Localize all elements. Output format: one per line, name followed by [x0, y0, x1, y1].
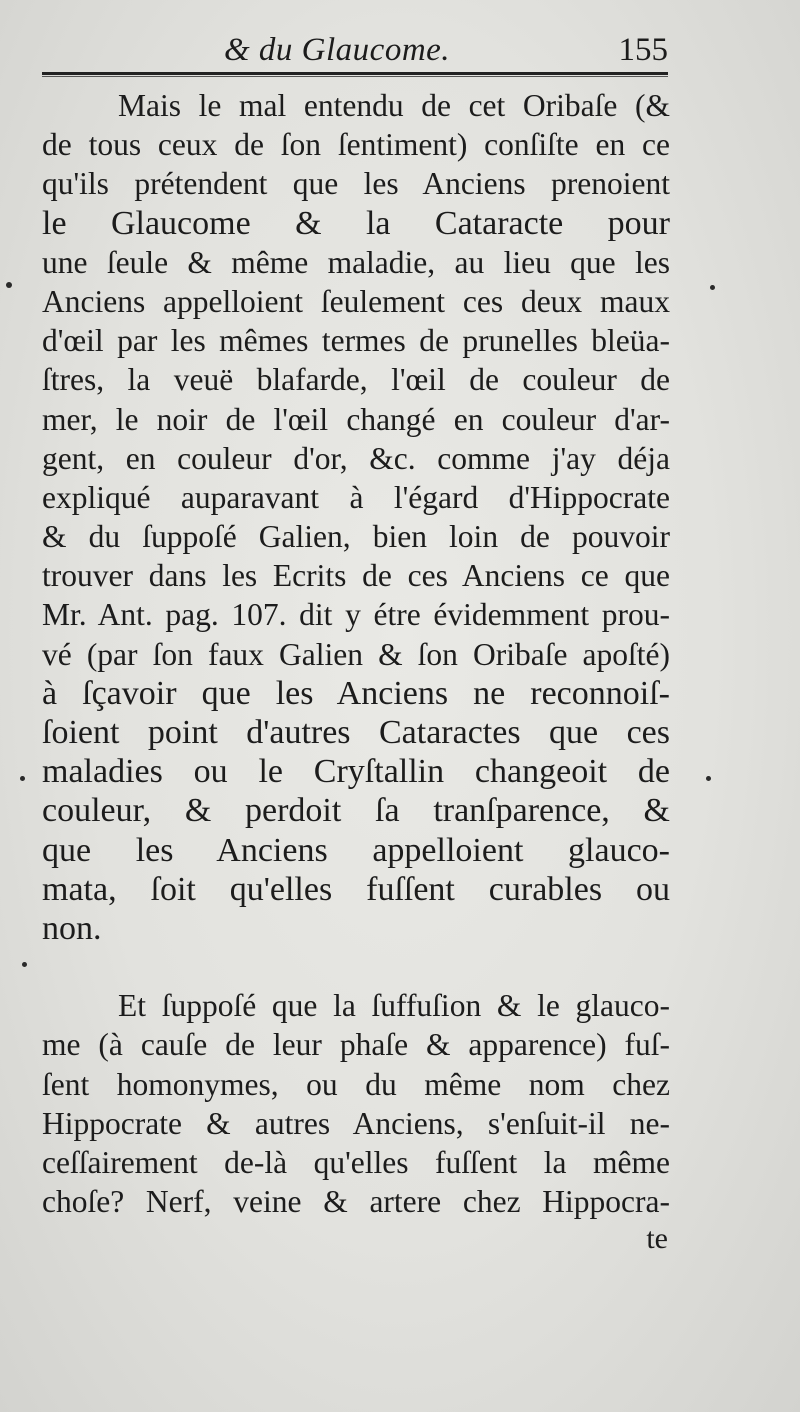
ink-speck [22, 962, 27, 967]
text-line: vé (par ſon faux Galien & ſon Oribaſe apoſté) [42, 636, 670, 672]
text-line: Mais le mal entendu de cet Oribaſe (& [118, 88, 670, 123]
text-line: que les Anciens appelloient glauco- [42, 831, 670, 869]
text-line: ſent homonymes, ou du même nom chez [42, 1066, 670, 1102]
ink-speck [706, 776, 711, 781]
text-line: expliqué auparavant à l'égard d'Hippocrate [42, 479, 670, 515]
text-line: mata, ſoit qu'elles fuſſent curables ou [42, 870, 670, 908]
text-line: ceſſairement de-là qu'elles fuſſent la même [42, 1144, 670, 1180]
text-line: & du ſuppoſé Galien, bien loin de pouvoir [42, 519, 670, 555]
paragraph-gap [42, 948, 670, 986]
page-header [42, 28, 668, 68]
text-line: couleur, & perdoit ſa tranſparence, & [42, 792, 670, 830]
text-line: qu'ils prétendent que les Anciens prenoient [42, 166, 670, 202]
text-line: mer, le noir de l'œil changé en couleur d'ar- [42, 401, 670, 437]
body-text [42, 86, 670, 1221]
text-line: Hippocrate & autres Anciens, s'enſuit-il ne- [42, 1105, 670, 1141]
text-line: ſoient point d'autres Cataractes que ces [42, 714, 670, 751]
text-line: non. [42, 909, 102, 947]
text-line: me (à cauſe de leur phaſe & apparence) fuſ- [42, 1027, 670, 1063]
text-line: une ſeule & même maladie, au lieu que les [42, 244, 670, 280]
text-line: choſe? Nerf, veine & artere chez Hippocra- [42, 1184, 670, 1220]
text-line: maladies ou le Cryſtallin changeoit de [42, 753, 670, 791]
text-line: ſtres, la veuë blafarde, l'œil de couleur de [42, 362, 670, 398]
text-line: trouver dans les Ecrits de ces Anciens ce que [42, 558, 670, 594]
ink-speck [20, 776, 25, 781]
header-rule [42, 72, 668, 77]
text-line: de tous ceux de ſon ſentiment) conſiſte en ce [42, 127, 670, 163]
text-line: le Glaucome & la Cataracte pour [42, 204, 670, 242]
text-line: Et ſuppoſé que la ſuffuſion & le glauco- [118, 988, 670, 1024]
ink-speck [6, 282, 12, 288]
page-number: 155 [618, 32, 668, 68]
text-line: d'œil par les mêmes termes de prunelles bleüa- [42, 323, 670, 359]
paragraph-2 [42, 986, 670, 1221]
text-line: gent, en couleur d'or, &c. comme j'ay déja [42, 440, 670, 476]
running-title: & du Glaucome. [224, 32, 451, 68]
text-line: Mr. Ant. pag. 107. dit y étre évidemment prou- [42, 597, 670, 633]
paragraph-1 [42, 86, 670, 948]
catchword: te [646, 1222, 668, 1255]
text-line: à ſçavoir que les Anciens ne reconnoiſ- [42, 674, 670, 712]
text-line: Anciens appelloient ſeulement ces deux maux [42, 283, 670, 319]
ink-speck [710, 285, 715, 290]
